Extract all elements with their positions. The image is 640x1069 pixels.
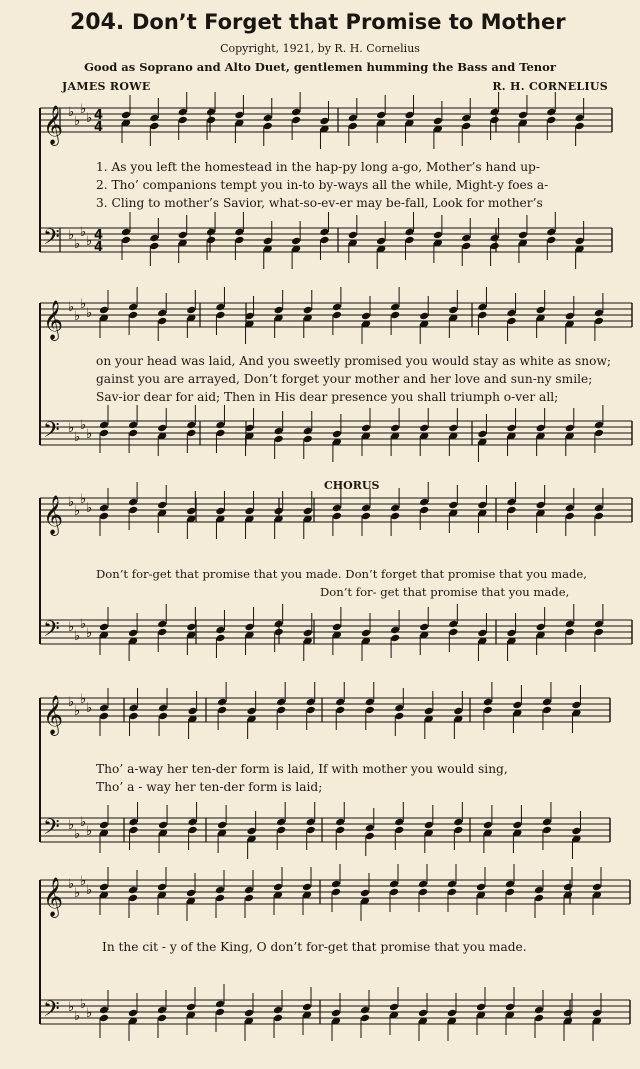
flat-icon: ♭: [68, 818, 75, 833]
bass-clef-icon: 𝄢: [43, 815, 60, 845]
flat-icon: ♭: [74, 704, 81, 719]
bass-clef-icon: 𝄢: [43, 418, 60, 448]
time-signature-top: 4: [94, 108, 104, 123]
lyric-line: on your head was laid, And you sweetly promised you would stay as white as snow;: [96, 354, 612, 368]
flat-icon: ♭: [68, 1000, 75, 1015]
treble-clef-icon: 𝄞: [43, 300, 64, 340]
lyric-line: Don’t for- get that promise that you made,: [320, 585, 570, 599]
flat-icon: ♭: [68, 877, 75, 892]
bass-clef-icon: 𝄢: [43, 617, 60, 647]
flat-icon: ♭: [86, 306, 93, 321]
flat-icon: ♭: [68, 695, 75, 710]
lyric-line: gainst you are arrayed, Don’t forget your mother and her love and sun-ny smile;: [96, 372, 593, 386]
hymn-title: Don’t Forget that Promise to Mother: [132, 10, 566, 34]
flat-icon: ♭: [74, 1009, 81, 1024]
lyric-line: Don’t for-get that promise that you made. Don’t forget that promise that you made,: [96, 567, 587, 581]
flat-icon: ♭: [80, 997, 87, 1012]
flat-icon: ♭: [80, 297, 87, 312]
flat-icon: ♭: [80, 692, 87, 707]
flat-icon: ♭: [86, 824, 93, 839]
flat-icon: ♭: [80, 418, 87, 433]
flat-icon: ♭: [68, 495, 75, 510]
lyricist: JAMES ROWE: [62, 80, 151, 93]
composer: R. H. CORNELIUS: [492, 80, 608, 93]
lyric-line: In the cit - y of the King, O don’t for-get that promise that you made.: [102, 940, 527, 954]
performance-note: Good as Soprano and Alto Duet, gentlemen humming the Bass and Tenor: [84, 60, 556, 74]
flat-icon: ♭: [68, 300, 75, 315]
flat-icon: ♭: [80, 874, 87, 889]
flat-icon: ♭: [86, 501, 93, 516]
chorus-label: CHORUS: [324, 479, 380, 492]
treble-clef-icon: 𝄞: [43, 695, 64, 735]
time-signature-bottom: 4: [94, 120, 104, 135]
flat-icon: ♭: [86, 883, 93, 898]
flat-icon: ♭: [74, 430, 81, 445]
flat-icon: ♭: [86, 1006, 93, 1021]
flat-icon: ♭: [80, 225, 87, 240]
lyric-line: Sav-ior dear for aid; Then in His dear presence you shall triumph o-ver all;: [96, 390, 559, 404]
flat-icon: ♭: [80, 102, 87, 117]
lyric-line: Tho’ a - way her ten-der form is laid;: [96, 780, 323, 794]
flat-icon: ♭: [86, 111, 93, 126]
flat-icon: ♭: [74, 886, 81, 901]
lyric-line: 2. Tho’ companions tempt you in-to by-ways all the while, Might-y foes a-: [96, 178, 549, 192]
flat-icon: ♭: [74, 309, 81, 324]
time-signature-top: 4: [94, 228, 104, 243]
bass-clef-icon: 𝄢: [43, 997, 60, 1027]
lyric-line: 3. Cling to mother’s Savior, what-so-ev-er may be-fall, Look for mother’s: [96, 196, 543, 210]
treble-clef-icon: 𝄞: [43, 105, 64, 145]
flat-icon: ♭: [68, 105, 75, 120]
flat-icon: ♭: [74, 237, 81, 252]
flat-icon: ♭: [74, 504, 81, 519]
time-signature-bottom: 4: [94, 240, 104, 255]
hymn-number: 204.: [70, 10, 125, 35]
flat-icon: ♭: [68, 421, 75, 436]
flat-icon: ♭: [74, 827, 81, 842]
flat-icon: ♭: [68, 620, 75, 635]
flat-icon: ♭: [86, 626, 93, 641]
lyric-line: Tho’ a-way her ten-der form is laid, If with mother you would sing,: [96, 762, 508, 776]
flat-icon: ♭: [74, 629, 81, 644]
copyright-line: Copyright, 1921, by R. H. Cornelius: [220, 42, 420, 55]
flat-icon: ♭: [86, 234, 93, 249]
lyric-line: 1. As you left the homestead in the hap-py long a-go, Mother’s hand up-: [96, 160, 540, 174]
flat-icon: ♭: [80, 617, 87, 632]
flat-icon: ♭: [80, 492, 87, 507]
flat-icon: ♭: [80, 815, 87, 830]
treble-clef-icon: 𝄞: [43, 877, 64, 917]
treble-clef-icon: 𝄞: [43, 495, 64, 535]
bass-clef-icon: 𝄢: [43, 225, 60, 255]
flat-icon: ♭: [68, 228, 75, 243]
flat-icon: ♭: [86, 701, 93, 716]
flat-icon: ♭: [86, 427, 93, 442]
flat-icon: ♭: [74, 114, 81, 129]
